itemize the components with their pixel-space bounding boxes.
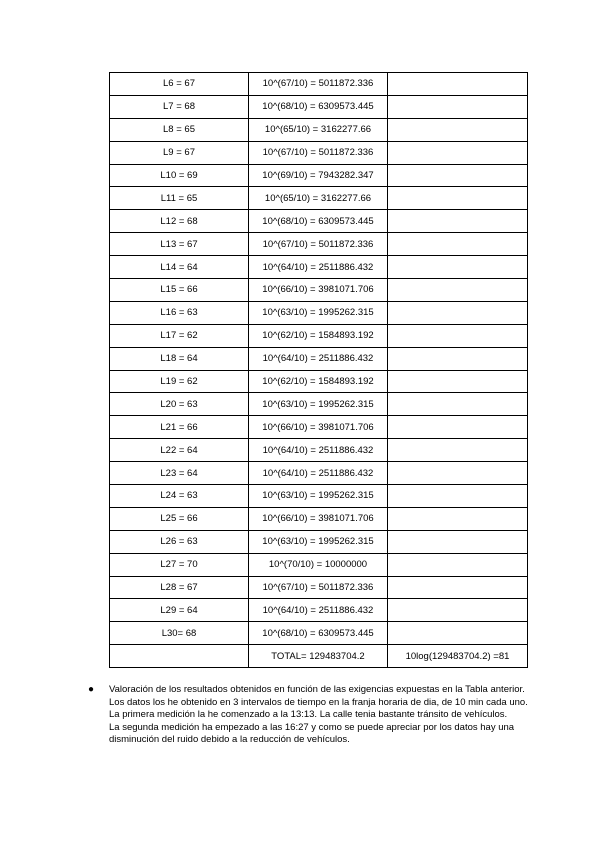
table-row: [110, 118, 528, 141]
measurements-table-body: [110, 73, 528, 668]
result-cell: [388, 530, 528, 553]
result-cell: [388, 347, 528, 370]
level-cell: L11 = 65: [110, 187, 249, 210]
result-cell: [388, 576, 528, 599]
power-cell: 10^(64/10) = 2511886.432: [249, 462, 388, 485]
table-row: [110, 324, 528, 347]
power-cell: 10^(64/10) = 2511886.432: [249, 439, 388, 462]
level-cell: L18 = 64: [110, 347, 249, 370]
result-cell: [388, 599, 528, 622]
table-row: [110, 599, 528, 622]
notes-heading: Valoración de los resultados obtenidos en función de las exigencias expuestas en la Tabla anterior.: [109, 684, 525, 695]
level-cell: L15 = 66: [110, 279, 249, 302]
level-cell: L6 = 67: [110, 73, 249, 96]
result-cell: [388, 95, 528, 118]
power-cell: TOTAL= 129483704.2: [249, 645, 388, 668]
level-cell: L22 = 64: [110, 439, 249, 462]
level-cell: [110, 645, 249, 668]
table-row: [110, 279, 528, 302]
level-cell: L7 = 68: [110, 95, 249, 118]
table-row: [110, 141, 528, 164]
measurements-table: [109, 72, 528, 668]
result-cell: [388, 73, 528, 96]
level-cell: L21 = 66: [110, 416, 249, 439]
table-row: [110, 462, 528, 485]
power-cell: 10^(65/10) = 3162277.66: [249, 187, 388, 210]
power-cell: 10^(63/10) = 1995262.315: [249, 393, 388, 416]
result-cell: [388, 256, 528, 279]
notes-paragraph-2: La segunda medición ha empezado a las 16:27 y como se puede apreciar por los datos hay una disminución del ruido debido a la reducción de vehículos.: [109, 721, 515, 746]
level-cell: L28 = 67: [110, 576, 249, 599]
result-cell: [388, 210, 528, 233]
result-cell: [388, 164, 528, 187]
level-cell: L24 = 63: [110, 485, 249, 508]
bullet-icon: ●: [88, 684, 95, 695]
result-cell: [388, 393, 528, 416]
power-cell: 10^(68/10) = 6309573.445: [249, 622, 388, 645]
level-cell: L30= 68: [110, 622, 249, 645]
power-cell: 10^(63/10) = 1995262.315: [249, 485, 388, 508]
table-row: [110, 645, 528, 668]
table-row: [110, 210, 528, 233]
level-cell: L17 = 62: [110, 324, 249, 347]
level-cell: L19 = 62: [110, 370, 249, 393]
result-cell: [388, 553, 528, 576]
level-cell: L29 = 64: [110, 599, 249, 622]
power-cell: 10^(70/10) = 10000000: [249, 553, 388, 576]
result-cell: [388, 622, 528, 645]
level-cell: L25 = 66: [110, 507, 249, 530]
level-cell: L13 = 67: [110, 233, 249, 256]
results-notes: [88, 684, 528, 747]
level-cell: L8 = 65: [110, 118, 249, 141]
power-cell: 10^(62/10) = 1584893.192: [249, 370, 388, 393]
result-cell: [388, 439, 528, 462]
power-cell: 10^(69/10) = 7943282.347: [249, 164, 388, 187]
result-cell: [388, 485, 528, 508]
result-cell: [388, 233, 528, 256]
level-cell: L20 = 63: [110, 393, 249, 416]
table-row: [110, 164, 528, 187]
power-cell: 10^(63/10) = 1995262.315: [249, 530, 388, 553]
table-row: [110, 256, 528, 279]
level-cell: L27 = 70: [110, 553, 249, 576]
result-cell: [388, 507, 528, 530]
level-cell: L16 = 63: [110, 301, 249, 324]
power-cell: 10^(64/10) = 2511886.432: [249, 347, 388, 370]
power-cell: 10^(62/10) = 1584893.192: [249, 324, 388, 347]
result-cell: [388, 370, 528, 393]
power-cell: 10^(66/10) = 3981071.706: [249, 416, 388, 439]
power-cell: 10^(68/10) = 6309573.445: [249, 95, 388, 118]
result-cell: [388, 324, 528, 347]
table-row: [110, 95, 528, 118]
result-cell: [388, 118, 528, 141]
result-cell: [388, 416, 528, 439]
power-cell: 10^(66/10) = 3981071.706: [249, 507, 388, 530]
level-cell: L14 = 64: [110, 256, 249, 279]
power-cell: 10^(64/10) = 2511886.432: [249, 599, 388, 622]
result-cell: [388, 187, 528, 210]
power-cell: 10^(67/10) = 5011872.336: [249, 141, 388, 164]
table-row: [110, 347, 528, 370]
table-row: [110, 416, 528, 439]
power-cell: 10^(66/10) = 3981071.706: [249, 279, 388, 302]
level-cell: L9 = 67: [110, 141, 249, 164]
table-row: [110, 553, 528, 576]
table-row: [110, 622, 528, 645]
power-cell: 10^(65/10) = 3162277.66: [249, 118, 388, 141]
table-row: [110, 530, 528, 553]
notes-paragraph-1: Los datos los he obtenido en 3 intervalos de tiempo en la franja horaria de dia, de 10 min cada uno. La primera medición la he comenzado a la 13:13. La calle tenia bastante tránsito de vehículos.: [109, 696, 528, 721]
level-cell: L26 = 63: [110, 530, 249, 553]
result-cell: [388, 279, 528, 302]
table-row: [110, 485, 528, 508]
power-cell: 10^(67/10) = 5011872.336: [249, 576, 388, 599]
table-row: [110, 393, 528, 416]
result-cell: [388, 462, 528, 485]
level-cell: L23 = 64: [110, 462, 249, 485]
level-cell: L12 = 68: [110, 210, 249, 233]
result-cell: [388, 301, 528, 324]
power-cell: 10^(68/10) = 6309573.445: [249, 210, 388, 233]
power-cell: 10^(67/10) = 5011872.336: [249, 233, 388, 256]
table-row: [110, 233, 528, 256]
table-row: [110, 187, 528, 210]
table-row: [110, 301, 528, 324]
table-row: [110, 507, 528, 530]
level-cell: L10 = 69: [110, 164, 249, 187]
table-row: [110, 576, 528, 599]
result-cell: 10log(129483704.2) =81: [388, 645, 528, 668]
table-row: [110, 73, 528, 96]
power-cell: 10^(63/10) = 1995262.315: [249, 301, 388, 324]
result-cell: [388, 141, 528, 164]
power-cell: 10^(64/10) = 2511886.432: [249, 256, 388, 279]
notes-text: [109, 684, 528, 747]
table-row: [110, 439, 528, 462]
power-cell: 10^(67/10) = 5011872.336: [249, 73, 388, 96]
table-row: [110, 370, 528, 393]
